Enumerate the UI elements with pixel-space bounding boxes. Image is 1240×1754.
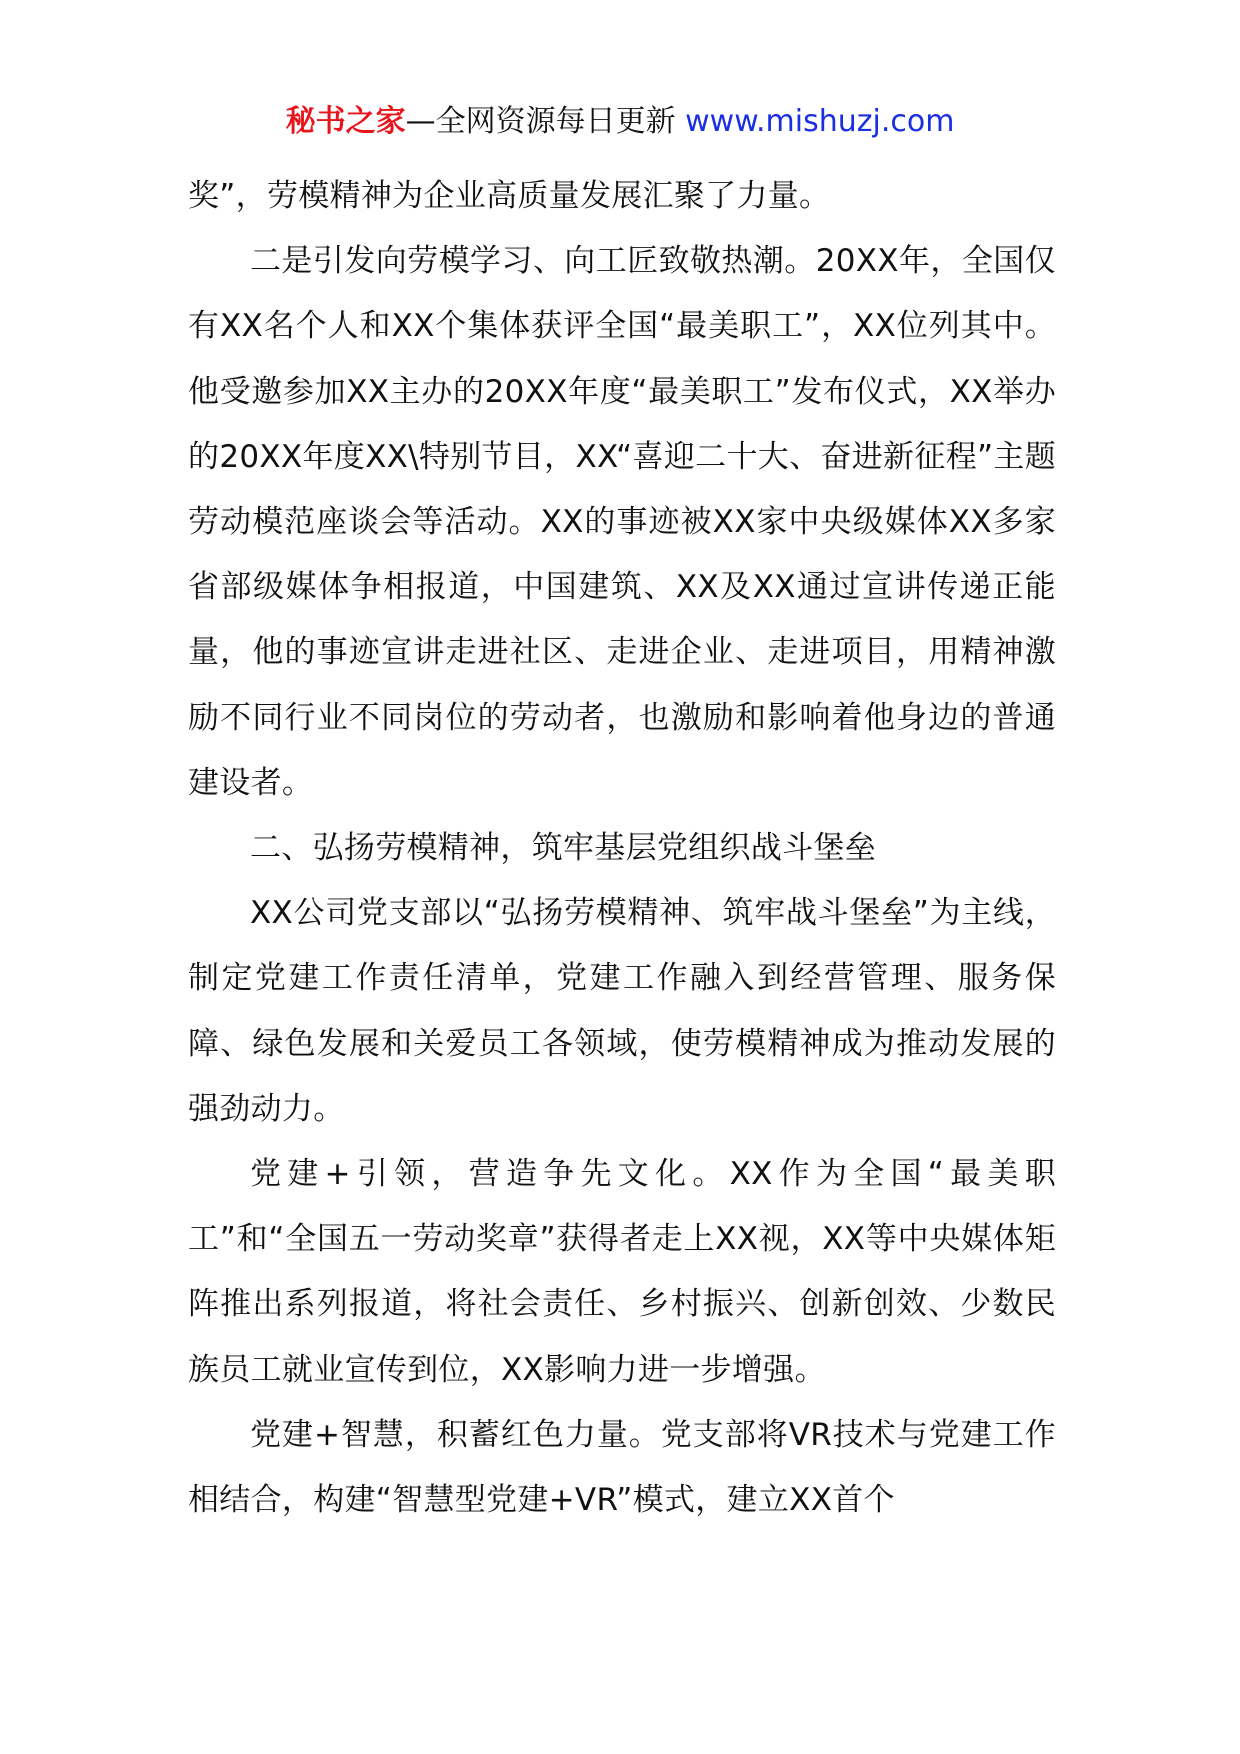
site-url-link[interactable]: www.mishuzj.com <box>685 104 955 139</box>
section-heading: 二、弘扬劳模精神，筑牢基层党组织战斗堡垒 <box>250 830 876 867</box>
paragraph-campaign: 二是引发向劳模学习、向工匠致敬热潮。20XX年，全国仅有XX名个人和XX个集体获评全国“最美职工”，XX位列其中。他受邀参加XX主办的20XX年度“最美职工”发布仪式，XX举办的20XX年度XX\特别节目，XX“喜迎二十大、奋进新征程”主题劳动模范座谈会等活动。XX的事迹被XX家中央级媒体XX多家省部级媒体争相报道，中国建筑、XX及XX通过宣讲传递正能量，他的事迹宣讲走进社区、走进企业、走进项目，用精神激励不同行业不同岗位的劳动者，也激励和影响着他身边的普通建设者。 <box>188 243 1056 801</box>
paragraph-continuation: 奖”，劳模精神为企业高质量发展汇聚了力量。 <box>188 178 831 214</box>
paragraph-party-smart: 党建+智慧，积蓄红色力量。党支部将VR技术与党建工作相结合，构建“智慧型党建+VR”模式，建立XX首个 <box>188 1416 1056 1519</box>
paragraph-party-branch: XX公司党支部以“弘扬劳模精神、筑牢战斗堡垒”为主线，制定党建工作责任清单，党建工作融入到经营管理、服务保障、绿色发展和关爱员工各领域，使劳模精神成为推动发展的强劲动力。 <box>188 895 1056 1127</box>
site-tagline: —全网资源每日更新 <box>405 104 676 139</box>
paragraph-party-lead: 党建+引领，营造争先文化。XX作为全国“最美职工”和“全国五一劳动奖章”获得者走上XX视，XX等中央媒体矩阵推出系列报道，将社会责任、乡村振兴、创新创效、少数民族员工就业宣传到位，XX影响力进一步增强。 <box>188 1156 1056 1388</box>
site-brand: 秘书之家 <box>285 104 406 139</box>
document-body <box>188 164 1056 1533</box>
site-header <box>0 100 1240 144</box>
